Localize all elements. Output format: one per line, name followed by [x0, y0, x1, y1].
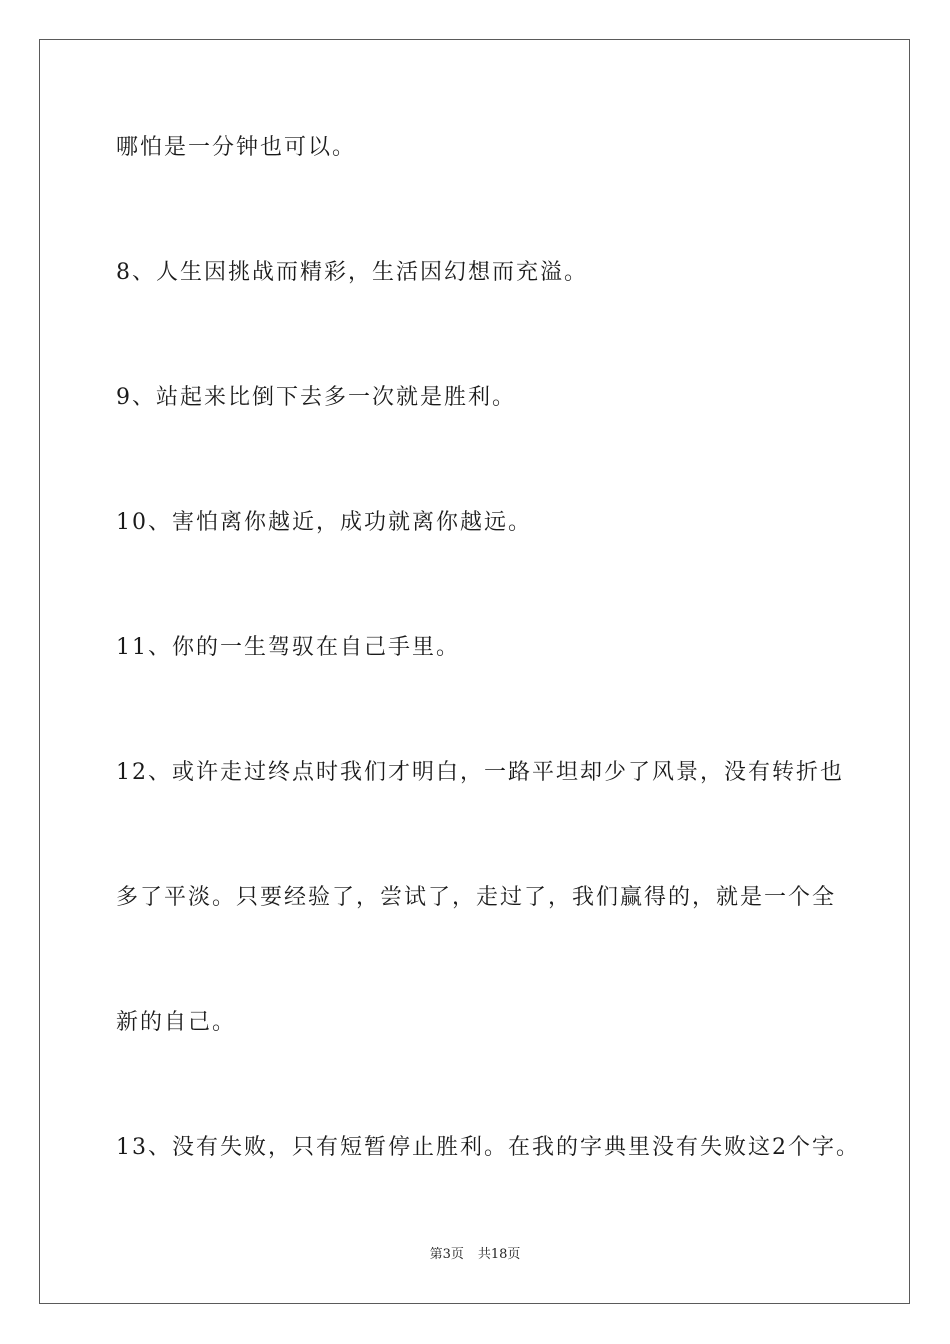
text-line: 9、站起来比倒下去多一次就是胜利。 [116, 385, 516, 410]
text-line: 12、或许走过终点时我们才明白，一路平坦却少了风景，没有转折也 [116, 760, 844, 785]
text-line: 13、没有失败，只有短暂停止胜利。在我的字典里没有失败这2个字。 [116, 1135, 860, 1160]
text-line: 哪怕是一分钟也可以。 [116, 135, 357, 160]
page-number: 第3页 [429, 1247, 464, 1262]
page-total: 共18页 [477, 1247, 521, 1262]
text-line: 8、人生因挑战而精彩，生活因幻想而充溢。 [116, 260, 588, 285]
text-line: 11、你的一生驾驭在自己手里。 [116, 635, 460, 660]
page-footer [0, 1245, 950, 1265]
text-line: 多了平淡。只要经验了，尝试了，走过了，我们赢得的，就是一个全 [116, 885, 837, 910]
text-line: 10、害怕离你越近，成功就离你越远。 [116, 510, 532, 535]
page-border [39, 39, 910, 1304]
text-line: 新的自己。 [116, 1010, 237, 1035]
